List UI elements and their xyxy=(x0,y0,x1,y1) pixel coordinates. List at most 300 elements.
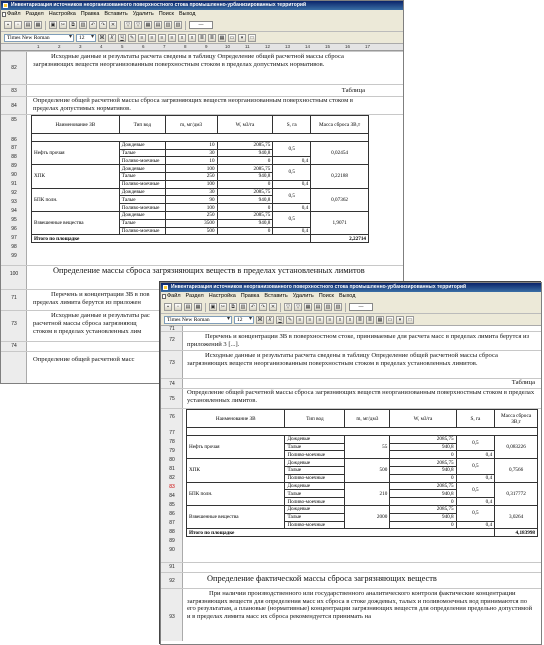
row-number: 90 xyxy=(169,547,175,553)
volume: 940,8 xyxy=(217,149,273,157)
mass: 0,317772 xyxy=(495,482,538,505)
menu-bar xyxy=(1,10,403,19)
header-cell: m, мг/дм3 xyxy=(165,116,217,134)
row-number: 80 xyxy=(169,457,175,463)
delete-icon[interactable]: ✕ xyxy=(270,304,276,310)
section-heading: Определение массы сброса загрязняющих веществ в пределах установленных лимитов xyxy=(53,266,365,275)
water-type: Дождевые xyxy=(119,141,165,149)
row-number: 99 xyxy=(11,253,17,259)
data-table xyxy=(186,409,538,537)
underline-icon[interactable]: Ч xyxy=(118,34,126,42)
ruler-mark: 13 xyxy=(285,44,291,49)
ruler-mark: 6 xyxy=(142,44,145,49)
area: 0,5 xyxy=(456,459,495,475)
volume: 940,8 xyxy=(217,196,273,204)
preview-icon[interactable]: ▦ xyxy=(195,304,201,310)
window-title: Инвентаризация источников неорганизованного поверхностного стока промышленно-урбанизированных территорий xyxy=(171,284,467,290)
horizontal-ruler[interactable] xyxy=(1,44,403,51)
water-type: Поливо-моечные xyxy=(285,498,345,506)
mass: 0,02454 xyxy=(311,141,369,164)
dropdown-icon[interactable]: ▾ xyxy=(396,316,404,324)
volume: 2085,75 xyxy=(390,482,456,490)
row-number: 88 xyxy=(169,529,175,535)
undo-icon[interactable]: ↶ xyxy=(90,22,96,28)
line-style-dropdown[interactable]: — xyxy=(349,303,373,311)
water-type: Дождевые xyxy=(285,505,345,513)
area: 0,5 xyxy=(456,505,495,521)
mass: 3,0264 xyxy=(495,505,538,528)
menu-insert[interactable]: Вставить xyxy=(104,11,128,17)
water-type: Талые xyxy=(285,513,345,521)
table-row xyxy=(187,428,538,436)
save-icon[interactable]: ▪ xyxy=(164,303,172,311)
menu-exit[interactable]: Выход xyxy=(338,293,356,299)
document-icon xyxy=(162,294,166,299)
filter-icon[interactable]: ▽ xyxy=(294,303,302,311)
menu-edit[interactable]: Правка xyxy=(80,11,100,17)
concentration: 250 xyxy=(165,172,217,180)
volume: 940,8 xyxy=(390,466,456,474)
superscript-icon[interactable]: x xyxy=(188,34,196,42)
paragraph-3-line-1: Исходные данные и результаты рас xyxy=(51,312,150,319)
water-type: Поливо-моечные xyxy=(119,227,165,235)
header-cell: m, мг/дм3 xyxy=(345,410,390,428)
standard-toolbar xyxy=(161,301,541,314)
row-number: 98 xyxy=(11,244,17,250)
menu-search[interactable]: Поиск xyxy=(158,11,174,17)
volume: 0 xyxy=(217,204,273,212)
table-label: Таблица xyxy=(511,379,535,386)
total-label: Итого по площадке xyxy=(32,235,311,243)
water-type: Талые xyxy=(285,443,345,451)
menu-settings[interactable]: Настройка xyxy=(48,11,76,17)
copy-icon[interactable]: ⧉ xyxy=(69,21,77,29)
volume: 0 xyxy=(390,474,456,482)
box-icon[interactable]: □ xyxy=(406,316,414,324)
image-icon[interactable]: ▧ xyxy=(175,22,181,28)
table-row xyxy=(32,141,369,149)
table-row xyxy=(187,459,538,467)
grid-icon[interactable]: ▤ xyxy=(315,304,321,310)
concentration: 55 xyxy=(345,435,390,458)
app-icon xyxy=(3,3,8,8)
row-number: 71 xyxy=(169,326,175,332)
area: 0,4 xyxy=(273,157,311,165)
substance-name: БПК полн. xyxy=(32,188,120,211)
water-type: Талые xyxy=(285,466,345,474)
paragraph-2: Исходные данные и результаты расчета сведены в таблицу Определение общей расчетной массы сброса загрязняющих веществ неорганизованным поверхностным стоком в пределах установленных лимитов. xyxy=(187,352,498,367)
ruler-mark: 3 xyxy=(79,44,82,49)
paragraph-3-line-2: расчетной массы сброса загрязняющ xyxy=(33,320,137,327)
table-header-row xyxy=(187,410,538,428)
list-icon[interactable]: ≣ xyxy=(199,34,205,41)
toolbar-separator xyxy=(280,303,281,312)
paste-icon[interactable]: ▥ xyxy=(80,22,86,28)
area: 0,5 xyxy=(273,165,311,181)
menu-exit[interactable]: Выход xyxy=(178,11,196,17)
total-row xyxy=(32,235,369,243)
row-number: 77 xyxy=(169,430,175,436)
align-center-icon[interactable]: ≡ xyxy=(306,316,314,324)
border-icon[interactable]: ▭ xyxy=(229,34,235,41)
total-value: 2,22714 xyxy=(311,235,369,243)
ruler-mark: 17 xyxy=(365,44,371,49)
volume: 940,8 xyxy=(217,219,273,227)
menu-section[interactable]: Раздел xyxy=(25,11,44,17)
font-size-select[interactable]: 12 ▾ xyxy=(234,316,254,324)
align-right-icon[interactable]: ≡ xyxy=(158,34,166,42)
concentration: 100 xyxy=(165,204,217,212)
paragraph-1: Исходные данные и результаты расчета сведены в таблицу Определение общей расчетной массы сброса загрязняющих веществ неорганизованным поверхностным стоком в пределах допустимых нормативов. xyxy=(33,53,344,68)
row-number-current: 83 xyxy=(169,484,175,490)
redo-icon[interactable]: ↷ xyxy=(100,22,106,28)
row-number: 93 xyxy=(11,199,17,205)
open-icon[interactable]: ▫ xyxy=(174,303,182,311)
table-row xyxy=(32,134,369,142)
volume: 0 xyxy=(217,227,273,235)
underline-icon[interactable]: Ч xyxy=(276,316,284,324)
subscript-icon[interactable]: x xyxy=(336,316,344,324)
row-number: 96 xyxy=(11,226,17,232)
header-cell: Наименование ЗВ xyxy=(32,116,120,134)
volume: 2085,75 xyxy=(217,211,273,219)
justify-icon[interactable]: ≡ xyxy=(168,34,176,42)
water-type: Поливо-моечные xyxy=(119,180,165,188)
font-name-select[interactable]: Times New Roman ▾ xyxy=(164,316,232,324)
concentration: 90 xyxy=(165,196,217,204)
toolbar-separator xyxy=(345,303,346,312)
volume: 940,8 xyxy=(390,490,456,498)
dropdown-icon[interactable]: ▾ xyxy=(238,34,246,42)
row-number: 100 xyxy=(9,271,19,277)
total-row xyxy=(187,529,538,537)
ruler-mark: 7 xyxy=(163,44,166,49)
water-type: Дождевые xyxy=(119,211,165,219)
window-title: Инвентаризация источников неорганизованного поверхностного стока промышленно-урбанизированных территорий xyxy=(11,2,307,8)
row-number: 84 xyxy=(169,493,175,499)
table-row xyxy=(32,211,369,219)
list-icon[interactable]: ≣ xyxy=(357,316,363,323)
area: 0,5 xyxy=(273,211,311,227)
substance-name: БПК полн. xyxy=(187,482,285,505)
table-caption: Определение общей расчетной массы сброса загрязняющих веществ неорганизованным поверхностным стоком в пределах установленных лимитов. xyxy=(187,389,535,404)
print-icon[interactable]: ▤ xyxy=(185,304,191,310)
water-type: Талые xyxy=(119,172,165,180)
pen-icon[interactable]: ✎ xyxy=(287,316,293,323)
redo-icon[interactable]: ↷ xyxy=(260,304,266,310)
row-number: 88 xyxy=(11,154,17,160)
delete-icon[interactable]: ✕ xyxy=(110,22,116,28)
volume: 0 xyxy=(390,498,456,506)
row-number: 92 xyxy=(11,190,17,196)
header-cell: Масса сброса ЗВ,т xyxy=(311,116,369,134)
section-heading: Определение фактической массы сброса загрязняющих веществ xyxy=(207,574,437,583)
row-number: 95 xyxy=(11,217,17,223)
table-insert-icon[interactable]: ▦ xyxy=(219,34,225,41)
row-number: 74 xyxy=(11,343,17,349)
mass: 0,07362 xyxy=(311,188,369,211)
area: 0,4 xyxy=(456,474,495,482)
row-number: 94 xyxy=(11,208,17,214)
ruler-mark: 11 xyxy=(245,44,250,49)
grid-icon[interactable]: ▤ xyxy=(155,22,161,28)
ruler-mark: 15 xyxy=(325,44,331,49)
volume: 2085,75 xyxy=(390,435,456,443)
print-icon[interactable]: ▤ xyxy=(25,22,31,28)
list-icon[interactable]: ≣ xyxy=(367,316,373,323)
menu-file[interactable]: Файл xyxy=(167,293,181,299)
substance-name: ХПК xyxy=(32,165,120,188)
substance-name: Нефть прочая xyxy=(187,435,285,458)
menu-bar xyxy=(161,292,541,301)
concentration: 500 xyxy=(345,459,390,482)
area: 0,4 xyxy=(456,451,495,459)
header-cell: W, м3/га xyxy=(217,116,273,134)
concentration: 100 xyxy=(165,180,217,188)
row-number: 73 xyxy=(169,360,175,366)
row-number: 73 xyxy=(11,321,17,327)
water-type: Талые xyxy=(119,149,165,157)
row-number: 92 xyxy=(169,578,175,584)
row-number: 84 xyxy=(11,103,17,109)
columns-icon[interactable]: ▥ xyxy=(325,304,331,310)
header-cell: Наименование ЗВ xyxy=(187,410,285,428)
total-label: Итого по площадке xyxy=(187,529,495,537)
undo-icon[interactable]: ↶ xyxy=(250,304,256,310)
standard-toolbar xyxy=(1,19,403,32)
menu-edit[interactable]: Правка xyxy=(240,293,260,299)
concentration: 250 xyxy=(165,211,217,219)
table-row xyxy=(187,482,538,490)
row-number: 97 xyxy=(11,235,17,241)
ruler-mark: 10 xyxy=(225,44,231,49)
filter-icon[interactable]: ▽ xyxy=(124,21,132,29)
area: 0,4 xyxy=(273,204,311,212)
editor-window-front[interactable] xyxy=(160,282,542,645)
paragraph-2-line-2: пределах лимита берутся из приложен xyxy=(33,299,141,306)
header-cell: S, га xyxy=(456,410,495,428)
row-number: 86 xyxy=(169,511,175,517)
row-number: 72 xyxy=(169,337,175,343)
concentration: 30 xyxy=(165,149,217,157)
ruler-mark: 12 xyxy=(265,44,271,49)
concentration: 210 xyxy=(345,482,390,505)
volume: 2085,75 xyxy=(217,188,273,196)
concentration: 10 xyxy=(165,141,217,149)
cut-icon[interactable]: ✂ xyxy=(220,304,226,310)
table-header-row xyxy=(32,116,369,134)
substance-name: ХПК xyxy=(187,459,285,482)
water-type: Дождевые xyxy=(285,482,345,490)
paragraph-1: Перечень и концентрации ЗВ в поверхностном стоке, принимаемые для расчета масс в пределах лимита берутся из приложений 3 [...]. xyxy=(187,333,530,348)
superscript-icon[interactable]: x xyxy=(346,316,354,324)
total-value: 4,183998 xyxy=(495,529,538,537)
menu-file[interactable]: Файл xyxy=(7,11,21,17)
data-table xyxy=(31,115,369,243)
paragraph-2-line-1: Перечень и концентрации ЗВ в пов xyxy=(51,291,150,298)
area: 0,4 xyxy=(273,227,311,235)
row-number: 86 xyxy=(11,137,17,143)
table-icon[interactable]: ▦ xyxy=(145,22,151,28)
header-cell: Тип вод xyxy=(285,410,345,428)
water-type: Дождевые xyxy=(119,165,165,173)
align-left-icon[interactable]: ≡ xyxy=(138,34,146,42)
substance-name: Взвешенные вещества xyxy=(32,211,120,234)
format-toolbar xyxy=(1,32,403,44)
water-type: Дождевые xyxy=(119,188,165,196)
menu-delete[interactable]: Удалить xyxy=(132,11,154,17)
font-size-select[interactable]: 12 ▾ xyxy=(76,34,96,42)
row-number: 83 xyxy=(11,88,17,94)
paragraph-3-line-3: стоком в пределах установленных лим xyxy=(33,328,142,335)
area: 0,5 xyxy=(273,141,311,157)
toolbar-separator xyxy=(185,21,186,30)
document-icon xyxy=(2,12,6,17)
align-left-icon[interactable]: ≡ xyxy=(296,316,304,324)
water-type: Талые xyxy=(119,196,165,204)
menu-search[interactable]: Поиск xyxy=(318,293,334,299)
ruler-mark: 5 xyxy=(121,44,124,49)
columns-icon[interactable]: ▥ xyxy=(165,22,171,28)
window-title-bar[interactable] xyxy=(1,1,403,10)
export-icon[interactable]: ▣ xyxy=(50,22,56,28)
row-number: 78 xyxy=(169,439,175,445)
box-icon[interactable]: □ xyxy=(248,34,256,42)
toolbar-separator xyxy=(45,21,46,30)
menu-delete[interactable]: Удалить xyxy=(292,293,314,299)
header-cell: S, га xyxy=(273,116,311,134)
area: 0,5 xyxy=(456,482,495,498)
italic-icon[interactable]: К xyxy=(108,34,116,42)
area: 0,4 xyxy=(456,521,495,529)
menu-section[interactable]: Раздел xyxy=(185,293,204,299)
copy-icon[interactable]: ⧉ xyxy=(229,303,237,311)
table-icon[interactable]: ▦ xyxy=(305,304,311,310)
align-right-icon[interactable]: ≡ xyxy=(316,316,324,324)
substance-name: Взвешенные вещества xyxy=(187,505,285,528)
water-type: Поливо-моечные xyxy=(119,204,165,212)
menu-settings[interactable]: Настройка xyxy=(208,293,236,299)
water-type: Дождевые xyxy=(285,435,345,443)
water-type: Поливо-моечные xyxy=(285,474,345,482)
concentration: 500 xyxy=(165,227,217,235)
table-row xyxy=(32,188,369,196)
row-number: 91 xyxy=(169,564,175,570)
row-number: 76 xyxy=(169,414,175,420)
row-number: 75 xyxy=(169,396,175,402)
concentration: 2000 xyxy=(345,505,390,528)
concentration: 10 xyxy=(165,157,217,165)
row-number: 89 xyxy=(169,538,175,544)
volume: 2085,75 xyxy=(217,165,273,173)
water-type: Талые xyxy=(119,219,165,227)
row-number: 74 xyxy=(169,381,175,387)
save-icon[interactable]: ▪ xyxy=(4,21,12,29)
border-icon[interactable]: ▭ xyxy=(387,316,393,323)
concentration: 30 xyxy=(165,188,217,196)
ruler-mark: 14 xyxy=(305,44,311,49)
concentration: 3500 xyxy=(165,219,217,227)
mass: 0,083226 xyxy=(495,435,538,458)
volume: 940,8 xyxy=(390,513,456,521)
preview-icon[interactable]: ▦ xyxy=(35,22,41,28)
list-icon[interactable]: ≣ xyxy=(209,34,215,41)
filter-icon[interactable]: ▽ xyxy=(134,21,142,29)
align-center-icon[interactable]: ≡ xyxy=(148,34,156,42)
row-number: 90 xyxy=(11,172,17,178)
table-row xyxy=(187,435,538,443)
cut-icon[interactable]: ✂ xyxy=(60,22,66,28)
menu-insert[interactable]: Вставить xyxy=(264,293,288,299)
water-type: Поливо-моечные xyxy=(285,451,345,459)
bold-icon[interactable]: Ж xyxy=(99,34,105,41)
volume: 0 xyxy=(217,180,273,188)
export-icon[interactable]: ▣ xyxy=(210,304,216,310)
window-title-bar[interactable] xyxy=(161,283,541,292)
table-insert-icon[interactable]: ▦ xyxy=(377,316,383,323)
filter-icon[interactable]: ▽ xyxy=(284,303,292,311)
image-icon[interactable]: ▧ xyxy=(335,304,341,310)
pen-icon[interactable]: ✎ xyxy=(129,34,135,41)
line-style-dropdown[interactable]: — xyxy=(189,21,213,29)
font-name-select[interactable]: Times New Roman ▾ xyxy=(4,34,74,42)
concentration: 100 xyxy=(165,165,217,173)
ruler-mark: 8 xyxy=(184,44,187,49)
open-icon[interactable]: ▫ xyxy=(14,21,22,29)
paragraph-4-line-1: Определение общей расчетной масс xyxy=(33,356,135,363)
volume: 940,8 xyxy=(217,172,273,180)
volume: 0 xyxy=(390,521,456,529)
row-number: 82 xyxy=(11,65,17,71)
water-type: Дождевые xyxy=(285,459,345,467)
justify-icon[interactable]: ≡ xyxy=(326,316,334,324)
table-caption: Определение общей расчетной массы сброса загрязняющих веществ неорганизованным поверхностным стоком в пределах допустимых нормативов. xyxy=(33,97,354,112)
header-cell: Масса сброса ЗВ,т xyxy=(495,410,538,428)
bold-icon[interactable]: Ж xyxy=(257,316,263,323)
row-number: 85 xyxy=(11,117,17,123)
row-number: 93 xyxy=(169,614,175,620)
row-number: 82 xyxy=(169,475,175,481)
water-type: Поливо-моечные xyxy=(285,521,345,529)
volume: 2085,75 xyxy=(217,141,273,149)
row-number: 91 xyxy=(11,181,17,187)
document-area[interactable] xyxy=(161,326,541,641)
ruler-mark: 2 xyxy=(58,44,61,49)
water-type: Талые xyxy=(285,490,345,498)
area: 0,5 xyxy=(273,188,311,204)
row-number: 71 xyxy=(11,295,17,301)
row-number: 89 xyxy=(11,163,17,169)
paragraph-3: При наличии производственного или государственного аналитического контроля фактические концентрации загрязняющих веществ для определения масс их сброса в стоке дождевых, талых и поливомоечных вод принимаются по его результатам, а плановые (нормативные) концентрации загрязняющих веществ для определения предельно допустимой и в пределах лимита масс их сброса рекомендуется принимать на xyxy=(187,590,533,620)
mass: 0,7566 xyxy=(495,459,538,482)
ruler-mark: 1 xyxy=(37,44,40,49)
row-number: 87 xyxy=(169,520,175,526)
paste-icon[interactable]: ▥ xyxy=(240,304,246,310)
toolbar-separator xyxy=(205,303,206,312)
volume: 2085,75 xyxy=(390,459,456,467)
volume: 940,8 xyxy=(390,443,456,451)
area: 0,4 xyxy=(456,498,495,506)
italic-icon[interactable]: К xyxy=(266,316,274,324)
volume: 2085,75 xyxy=(390,505,456,513)
row-number: 87 xyxy=(11,145,17,151)
area: 0,5 xyxy=(456,435,495,451)
format-toolbar xyxy=(161,314,541,326)
subscript-icon[interactable]: x xyxy=(178,34,186,42)
mass: 0,22188 xyxy=(311,165,369,188)
app-icon xyxy=(163,285,168,290)
volume: 0 xyxy=(217,157,273,165)
